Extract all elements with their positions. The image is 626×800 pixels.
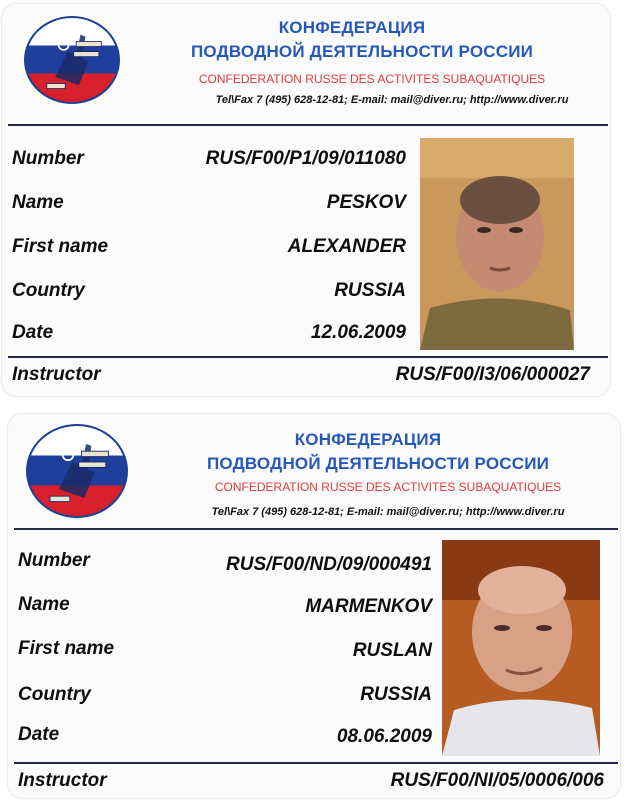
label-country: Country <box>12 280 85 301</box>
org-name-fr: CONFEDERATION RUSSE DES ACTIVITES SUBAQUATIQUES <box>198 72 546 86</box>
value-date: 08.06.2009 <box>336 726 432 747</box>
divider <box>14 762 618 764</box>
org-contact: Tel\Fax 7 (495) 628-12-81; E-mail: mail@diver.ru; http://www.diver.ru <box>215 94 569 106</box>
label-number: Number <box>18 550 90 571</box>
org-contact: Tel\Fax 7 (495) 628-12-81; E-mail: mail@diver.ru; http://www.diver.ru <box>211 506 565 518</box>
divider <box>8 124 608 126</box>
label-name: Name <box>12 192 64 213</box>
holder-photo <box>420 138 574 350</box>
holder-photo <box>442 540 600 756</box>
org-name-fr: CONFEDERATION RUSSE DES ACTIVITES SUBAQUATIQUES <box>214 480 562 494</box>
divider <box>14 528 618 530</box>
label-first-name: First name <box>12 236 109 257</box>
label-date: Date <box>18 724 60 745</box>
value-number: RUS/F00/P1/09/011080 <box>205 148 406 169</box>
label-country: Country <box>18 684 91 705</box>
value-date: 12.06.2009 <box>310 322 406 343</box>
diver-flag-emblem-icon <box>24 16 120 104</box>
value-instructor: RUS/F00/I3/06/000027 <box>395 364 590 385</box>
value-number: RUS/F00/ND/09/000491 <box>226 554 432 575</box>
label-instructor: Instructor <box>18 770 107 791</box>
label-instructor: Instructor <box>12 364 101 385</box>
divider <box>8 356 608 358</box>
label-date: Date <box>12 322 54 343</box>
diver-flag-emblem-icon <box>26 424 128 518</box>
value-country: RUSSIA <box>334 280 406 301</box>
value-first-name: ALEXANDER <box>287 236 406 257</box>
value-name: PESKOV <box>326 192 406 213</box>
label-number: Number <box>12 148 84 169</box>
org-name-ru-line1: КОНФЕДЕРАЦИЯ <box>278 18 426 37</box>
label-name: Name <box>18 594 70 615</box>
value-instructor: RUS/F00/NI/05/0006/006 <box>390 770 604 791</box>
value-country: RUSSIA <box>360 684 432 705</box>
org-name-ru-line2: ПОДВОДНОЙ ДЕЯТЕЛЬНОСТИ РОССИИ <box>190 42 534 61</box>
value-name: MARMENKOV <box>305 596 432 617</box>
label-first-name: First name <box>18 638 115 659</box>
org-name-ru-line2: ПОДВОДНОЙ ДЕЯТЕЛЬНОСТИ РОССИИ <box>206 454 550 473</box>
value-first-name: RUSLAN <box>352 640 432 661</box>
diver-card-1 <box>2 4 610 396</box>
org-name-ru-line1: КОНФЕДЕРАЦИЯ <box>294 430 442 449</box>
diver-card-2 <box>8 414 620 798</box>
